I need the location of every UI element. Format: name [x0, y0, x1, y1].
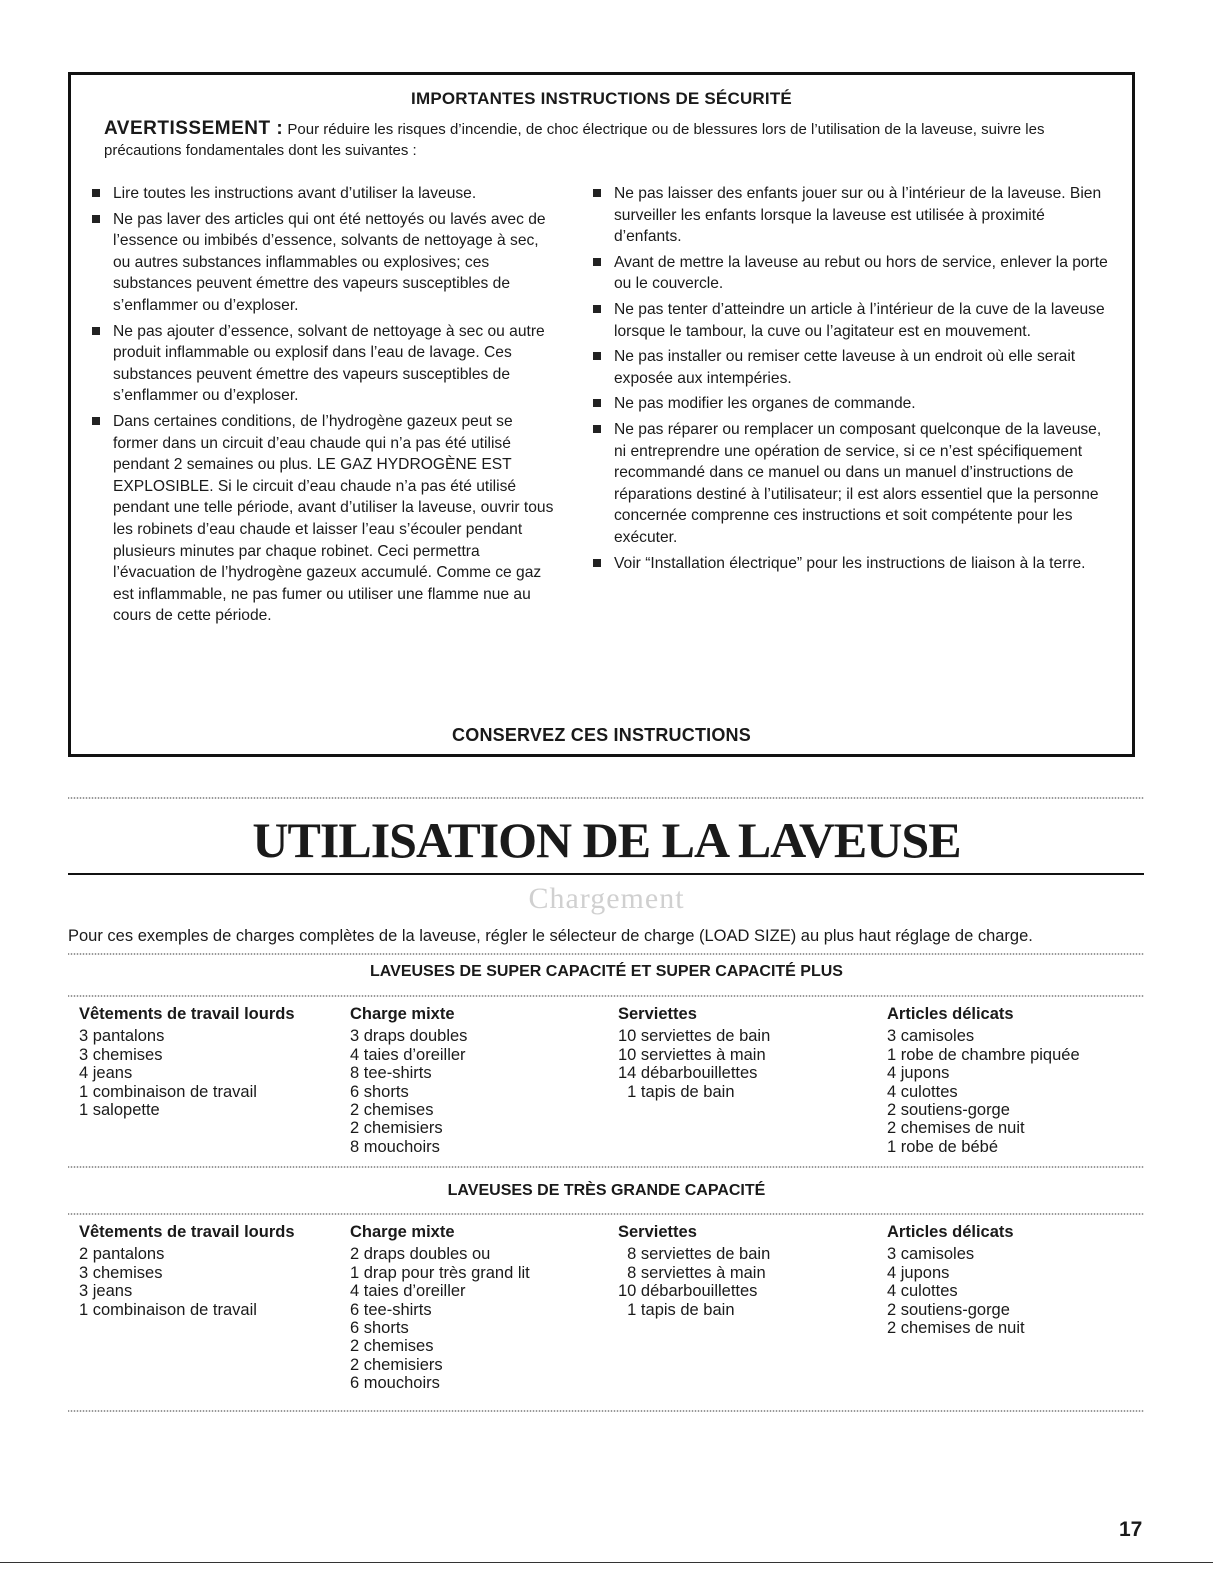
load-item: 3 jeans — [79, 1282, 133, 1301]
footer-line — [0, 1562, 1213, 1563]
bullet-text: Ne pas laver des articles qui ont été nettoyés ou lavés avec de l’essence ou imbibés d’essence, solvants de nettoyage à sec, ou autres substances inflammables ou explosives; ces substances peuvent émettre des vapeurs susceptibles de s’enflammer ou d’exploser. — [113, 210, 546, 314]
load-item: 2 chemises de nuit — [887, 1319, 1025, 1338]
divider — [68, 1410, 1144, 1412]
divider — [68, 953, 1144, 955]
load-column — [887, 1005, 1080, 1156]
load-column — [887, 1223, 1025, 1337]
load-item: 8 serviettes à main — [618, 1263, 766, 1282]
bullet-text: Voir “Installation électrique” pour les instructions de liaison à la terre. — [614, 554, 1086, 572]
bullet-text: Dans certaines conditions, de l’hydrogène gazeux peut se former dans un circuit d’eau chaude qui n’a pas été utilisé pendant 2 semaines ou plus. LE GAZ HYDROGÈNE EST EXPLOSIBLE. Si le circuit d’eau chaude n’a pas été utilisé pendant une telle période, avant d’utiliser la laveuse, ouvrir tous les robinets d’eau chaude et laisser l’eau s’écouler pendant plusieurs minutes par chaque robinet. Ceci permettra l’évacuation de l’hydrogène gazeux accumulé. Comme ce gaz est inflammable, ne pas fumer ou utiliser une flamme nue au cours de cette période. — [113, 412, 554, 625]
load-item: 4 jeans — [79, 1064, 133, 1083]
bullet-text: Avant de mettre la laveuse au rebut ou hors de service, enlever la porte ou le couvercle. — [614, 253, 1108, 293]
load-item: 6 mouchoirs — [350, 1374, 440, 1393]
load-item: 2 draps doubles ou — [350, 1245, 491, 1264]
load-item: 3 chemises — [79, 1045, 163, 1064]
load-item: 2 soutiens-gorge — [887, 1101, 1010, 1120]
divider — [68, 797, 1144, 799]
load-column-heading: Articles délicats — [887, 1223, 1014, 1241]
safety-bullet-item — [591, 183, 1111, 248]
bullet-text: Ne pas tenter d’atteindre un article à l’intérieur de la cuve de la laveuse lorsque le tambour, la cuve ou l’agitateur est en mouvement. — [614, 300, 1105, 340]
load-item: 8 serviettes de bain — [618, 1245, 771, 1264]
load-item: 10 débarbouillettes — [618, 1282, 758, 1301]
load-item: 3 chemises — [79, 1263, 163, 1282]
load-item: 3 camisoles — [887, 1027, 975, 1046]
warning-paragraph — [104, 118, 1092, 161]
intro-text: Pour ces exemples de charges complètes de la laveuse, régler le sélecteur de charge (LOAD SIZE) au plus haut réglage de charge. — [68, 927, 1033, 945]
safety-bullet-item — [90, 411, 560, 627]
load-item: 2 chemises — [350, 1337, 434, 1356]
load-item: 3 pantalons — [79, 1027, 165, 1046]
load-item: 2 chemisiers — [350, 1355, 443, 1374]
bullet-square-icon — [593, 559, 601, 567]
bullet-text: Ne pas réparer ou remplacer un composant quelconque de la laveuse, ni entreprendre une opération de service, si ce n’est spécifiquement recommandé dans ce manuel ou dans un manuel d’instructions de réparations destiné à l’utilisateur; il est alors essentiel que la personne concernée comprenne ces instructions et soit compétente pour les exécuter. — [614, 420, 1102, 546]
load-item: 4 taies d’oreiller — [350, 1045, 466, 1064]
bullet-square-icon — [92, 189, 100, 197]
page-title: UTILISATION DE LA LAVEUSE — [252, 812, 961, 868]
safety-bullet-item — [591, 346, 1111, 389]
load-item: 4 jupons — [887, 1064, 950, 1083]
load-item: 1 robe de bébé — [887, 1137, 999, 1156]
load-item: 6 tee-shirts — [350, 1300, 432, 1319]
load-column-heading: Articles délicats — [887, 1005, 1014, 1023]
bullet-text: Ne pas modifier les organes de commande. — [614, 395, 916, 413]
load-column — [350, 1005, 467, 1156]
load-item: 2 chemises de nuit — [887, 1119, 1025, 1138]
load-column-heading: Serviettes — [618, 1005, 697, 1023]
bullet-text: Ne pas installer ou remiser cette laveuse à un endroit où elle serait exposée aux intempéries. — [614, 348, 1076, 387]
page-number: 17 — [1119, 1518, 1143, 1541]
section-subtitle: Chargement — [528, 882, 685, 915]
load-item: 1 combinaison de travail — [79, 1082, 257, 1101]
safety-bullet-item — [591, 419, 1111, 549]
load-column-heading: Serviettes — [618, 1223, 697, 1241]
load-column — [618, 1223, 770, 1319]
bullet-text: Ne pas ajouter d’essence, solvant de nettoyage à sec ou autre produit inflammable ou explosif dans l’eau de lavage. Ces substances peuvent émettre des vapeurs susceptibles de s’enflammer ou d’exploser. — [113, 322, 545, 405]
bullet-square-icon — [92, 417, 100, 425]
load-item: 2 chemises — [350, 1101, 434, 1120]
load-item: 10 serviettes à main — [618, 1045, 766, 1064]
bullet-square-icon — [593, 189, 601, 197]
conserve-instructions: CONSERVEZ CES INSTRUCTIONS — [452, 725, 751, 745]
bullet-square-icon — [593, 258, 601, 266]
load-column — [79, 1005, 295, 1119]
load-item: 8 mouchoirs — [350, 1137, 440, 1156]
safety-bullet-item — [591, 553, 1111, 575]
load-item: 1 tapis de bain — [618, 1300, 735, 1319]
load-item: 14 débarbouillettes — [618, 1064, 758, 1083]
divider — [68, 1213, 1144, 1215]
load-column-heading: Charge mixte — [350, 1005, 455, 1023]
load-column-heading: Vêtements de travail lourds — [79, 1223, 295, 1241]
load-item: 10 serviettes de bain — [618, 1027, 771, 1046]
load-column — [350, 1223, 530, 1393]
safety-bullet-item — [90, 321, 560, 407]
load-column-heading: Vêtements de travail lourds — [79, 1005, 295, 1023]
safety-bullet-item — [90, 183, 560, 205]
load-item: 1 robe de chambre piquée — [887, 1045, 1080, 1064]
load-item: 2 pantalons — [79, 1245, 165, 1264]
load-column-heading: Charge mixte — [350, 1223, 455, 1241]
warning-label: AVERTISSEMENT : — [104, 118, 284, 139]
divider — [68, 995, 1144, 997]
bullet-square-icon — [593, 425, 601, 433]
bullet-text: Lire toutes les instructions avant d’utiliser la laveuse. — [113, 185, 477, 202]
divider — [68, 1166, 1144, 1168]
bullet-square-icon — [593, 305, 601, 313]
safety-bullet-item — [90, 209, 560, 317]
load-column — [79, 1223, 295, 1319]
safety-bullet-item — [591, 252, 1111, 295]
safety-right-column — [591, 183, 1111, 578]
load-item: 8 tee-shirts — [350, 1064, 432, 1083]
safety-instructions-box — [68, 72, 1135, 757]
load-item: 1 salopette — [79, 1101, 160, 1120]
load-item: 1 drap pour très grand lit — [350, 1263, 530, 1282]
title-rule — [68, 873, 1144, 875]
load-item: 3 draps doubles — [350, 1027, 468, 1046]
bullet-square-icon — [92, 327, 100, 335]
load-item: 6 shorts — [350, 1319, 409, 1338]
table-heading: LAVEUSES DE TRÈS GRANDE CAPACITÉ — [447, 1182, 766, 1199]
load-item: 4 culottes — [887, 1082, 958, 1101]
load-item: 2 chemisiers — [350, 1119, 443, 1138]
bullet-square-icon — [593, 352, 601, 360]
bullet-square-icon — [92, 215, 100, 223]
load-item: 1 combinaison de travail — [79, 1300, 257, 1319]
load-item: 4 jupons — [887, 1263, 950, 1282]
load-item: 3 camisoles — [887, 1245, 975, 1264]
safety-left-column — [90, 183, 560, 631]
table-heading: LAVEUSES DE SUPER CAPACITÉ ET SUPER CAPACITÉ PLUS — [370, 963, 843, 980]
safety-bullet-item — [591, 299, 1111, 342]
bullet-square-icon — [593, 399, 601, 407]
load-item: 4 taies d’oreiller — [350, 1282, 466, 1301]
safety-title: IMPORTANTES INSTRUCTIONS DE SÉCURITÉ — [411, 89, 792, 108]
load-item: 4 culottes — [887, 1282, 958, 1301]
load-item: 6 shorts — [350, 1082, 409, 1101]
safety-bullet-item — [591, 393, 1111, 415]
load-item: 2 soutiens-gorge — [887, 1300, 1010, 1319]
bullet-text: Ne pas laisser des enfants jouer sur ou à l’intérieur de la laveuse. Bien surveiller les enfants lorsque la laveuse est utilisée à proximité d’enfants. — [614, 185, 1102, 246]
load-item: 1 tapis de bain — [618, 1082, 735, 1101]
load-column — [618, 1005, 770, 1101]
warning-text: Pour réduire les risques d’incendie, de choc électrique ou de blessures lors de l’utilisation de la laveuse, suivre les précautions fondamentales dont les suivantes : — [104, 121, 1045, 159]
